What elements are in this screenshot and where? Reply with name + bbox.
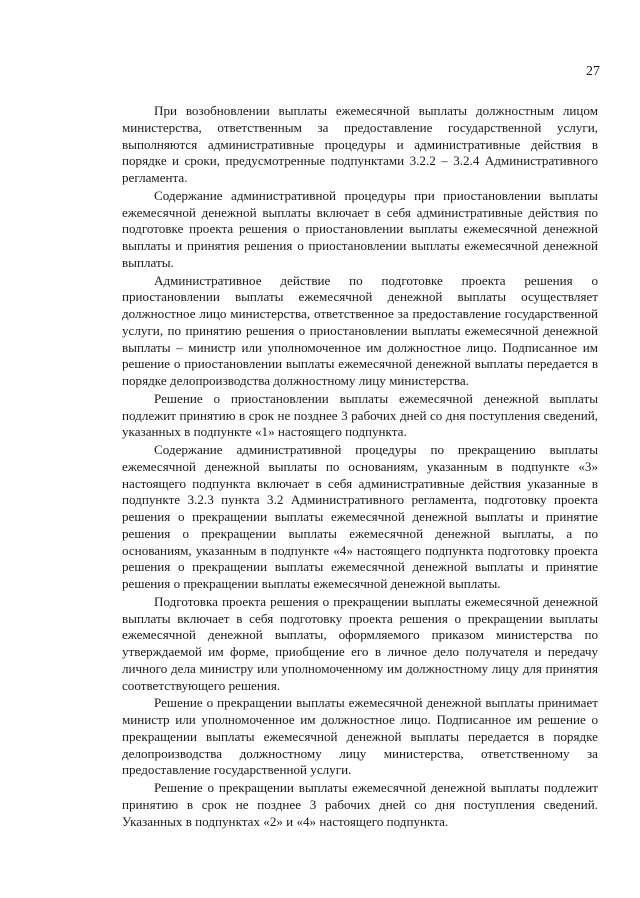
document-body	[122, 103, 598, 830]
paragraph-termination-decision: Решение о прекращении выплаты ежемесячной денежной выплаты принимает министр или уполномоченное им должностное лицо. Подписанное им решение о прекращении выплаты ежемесячной денежной выплаты передается в порядке делопроизводства должностному лицу министерства, ответственному за предоставление государственной услуги.	[122, 695, 598, 778]
paragraph-termination-procedure: Содержание административной процедуры по прекращению выплаты ежемесячной денежной выплаты по основаниям, указанным в подпункте «3» настоящего подпункта включает в себя административные действия указанные в подпункте 3.2.3 пункта 3.2 Административного регламента, подготовку проекта решения о прекращении выплаты ежемесячной денежной выплаты и принятие решения о прекращении выплаты ежемесячной денежной выплаты, а по основаниям, указанным в подпункте «4» настоящего подпункта подготовку проекта решения о прекращении выплаты ежемесячной денежной выплаты и принятие решения о прекращении выплаты ежемесячной денежной выплаты.	[122, 442, 598, 591]
paragraph-termination-draft: Подготовка проекта решения о прекращении выплаты ежемесячной денежной выплаты включает в себя подготовку проекта решения о прекращении выплаты ежемесячной денежной выплаты, оформляемого приказом министерства по утверждаемой им форме, приобщение его в личное дело получателя и передачу личного дела министру или уполномоченному им должностному лицу для принятия соответствующего решения.	[122, 593, 598, 693]
page-number: 27	[586, 64, 600, 79]
paragraph-suspension-procedure: Содержание административной процедуры при приостановлении выплаты ежемесячной денежной выплаты включает в себя административные действия по подготовке проекта решения о приостановлении выплаты ежемесячной денежной выплаты и принятия решения о приостановлении выплаты ежемесячной денежной выплаты.	[122, 187, 598, 270]
paragraph-resumption: При возобновлении выплаты ежемесячной выплаты должностным лицом министерства, ответственным за предоставление государственной услуги, выполняются административные процедуры и административные действия в порядке и сроки, предусмотренные подпунктами 3.2.2 – 3.2.4 Административного регламента.	[122, 103, 598, 185]
paragraph-termination-deadline: Решение о прекращении выплаты ежемесячной денежной выплаты подлежит принятию в срок не позднее 3 рабочих дней со дня поступления сведений. Указанных в подпунктах «2» и «4» настоящего подпункта.	[122, 780, 598, 829]
paragraph-suspension-deadline: Решение о приостановлении выплаты ежемесячной денежной выплаты подлежит принятию в срок не позднее 3 рабочих дней со дня поступления сведений, указанных в подпункте «1» настоящего подпункта.	[122, 390, 598, 440]
paragraph-suspension-action: Административное действие по подготовке проекта решения о приостановлении выплаты ежемесячной денежной выплаты осуществляет должностное лицо министерства, ответственное за предоставление государственной услуги, по принятию решения о приостановлении выплаты ежемесячной денежной выплаты – министр или уполномоченное им должностное лицо. Подписанное им решение о приостановлении выплаты ежемесячной денежной выплаты передается в порядке делопроизводства должностному лицу министерства.	[122, 272, 598, 388]
